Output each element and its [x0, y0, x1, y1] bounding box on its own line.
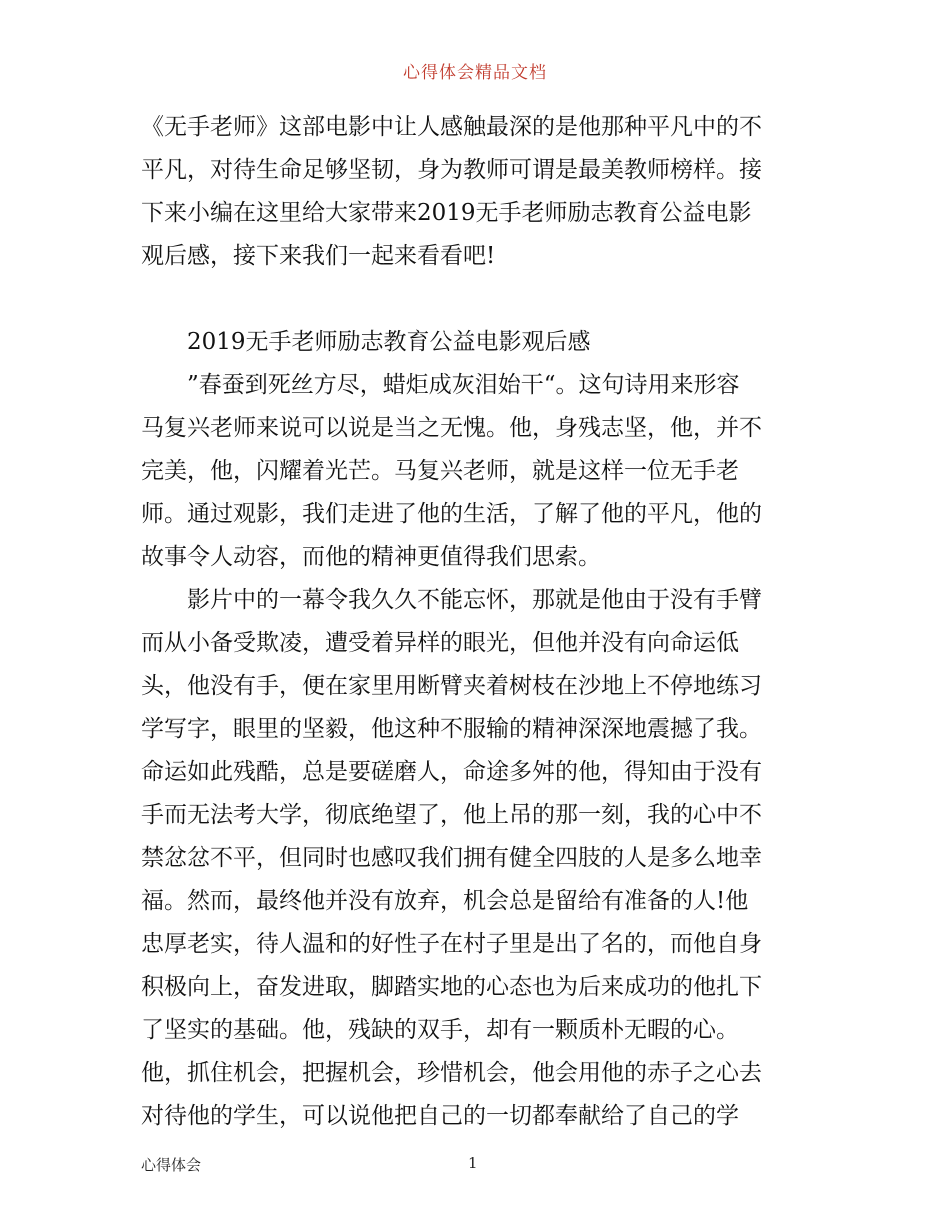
- paragraph-line: 命运如此残酷，总是要磋磨人，命途多舛的他，得知由于没有: [141, 759, 762, 785]
- footer-label: 心得体会: [141, 1156, 202, 1174]
- intro-line: 下来小编在这里给大家带来2019无手老师励志教育公益电影: [141, 200, 752, 226]
- paragraph-line: 了坚实的基础。他，残缺的双手，却有一颗质朴无暇的心。: [141, 1017, 739, 1043]
- paragraph-line: 师。通过观影，我们走进了他的生活，了解了他的平凡，他的: [141, 501, 762, 527]
- page-number: 1: [468, 1154, 478, 1172]
- intro-line: 《无手老师》这部电影中让人感触最深的是他那种平凡中的不: [141, 114, 762, 140]
- paragraph-line: 学写字，眼里的坚毅，他这种不服输的精神深深地震撼了我。: [141, 716, 762, 742]
- paragraph-line: 而从小备受欺凌，遭受着异样的眼光，但他并没有向命运低: [141, 630, 739, 656]
- paragraph-line: 对待他的学生，可以说他把自己的一切都奉献给了自己的学: [141, 1103, 739, 1129]
- paragraph-line: 手而无法考大学，彻底绝望了，他上吊的那一刻，我的心中不: [141, 802, 762, 828]
- intro-line: 观后感，接下来我们一起来看看吧!: [141, 243, 496, 269]
- intro-line: 平凡，对待生命足够坚韧，身为教师可谓是最美教师榜样。接: [141, 157, 762, 183]
- paragraph-line: 头，他没有手，便在家里用断臂夹着树枝在沙地上不停地练习: [141, 673, 762, 699]
- paragraph-line: ”春蚕到死丝方尽，蜡炬成灰泪始干“。这句诗用来形容: [187, 372, 740, 398]
- paragraph-line: 忠厚老实，待人温和的好性子在村子里是出了名的，而他自身: [141, 931, 762, 957]
- section-title: 2019无手老师励志教育公益电影观后感: [187, 329, 591, 355]
- paragraph-line: 积极向上，奋发进取，脚踏实地的心态也为后来成功的他扎下: [141, 974, 762, 1000]
- paragraph-line: 禁忿忿不平，但同时也感叹我们拥有健全四肢的人是多么地幸: [141, 845, 762, 871]
- document-body: [141, 106, 813, 1138]
- page-header-title: 心得体会精品文档: [403, 63, 547, 83]
- paragraph-line: 马复兴老师来说可以说是当之无愧。他，身残志坚，他，并不: [141, 415, 762, 441]
- paragraph-line: 福。然而，最终他并没有放弃，机会总是留给有准备的人!他: [141, 888, 749, 914]
- paragraph-line: 影片中的一幕令我久久不能忘怀，那就是他由于没有手臂: [187, 587, 762, 613]
- blank-line: [141, 278, 813, 321]
- paragraph-line: 完美，他，闪耀着光芒。马复兴老师，就是这样一位无手老: [141, 458, 739, 484]
- paragraph-line: 他，抓住机会，把握机会，珍惜机会，他会用他的赤子之心去: [141, 1060, 762, 1086]
- paragraph-line: 故事令人动容，而他的精神更值得我们思索。: [141, 544, 601, 570]
